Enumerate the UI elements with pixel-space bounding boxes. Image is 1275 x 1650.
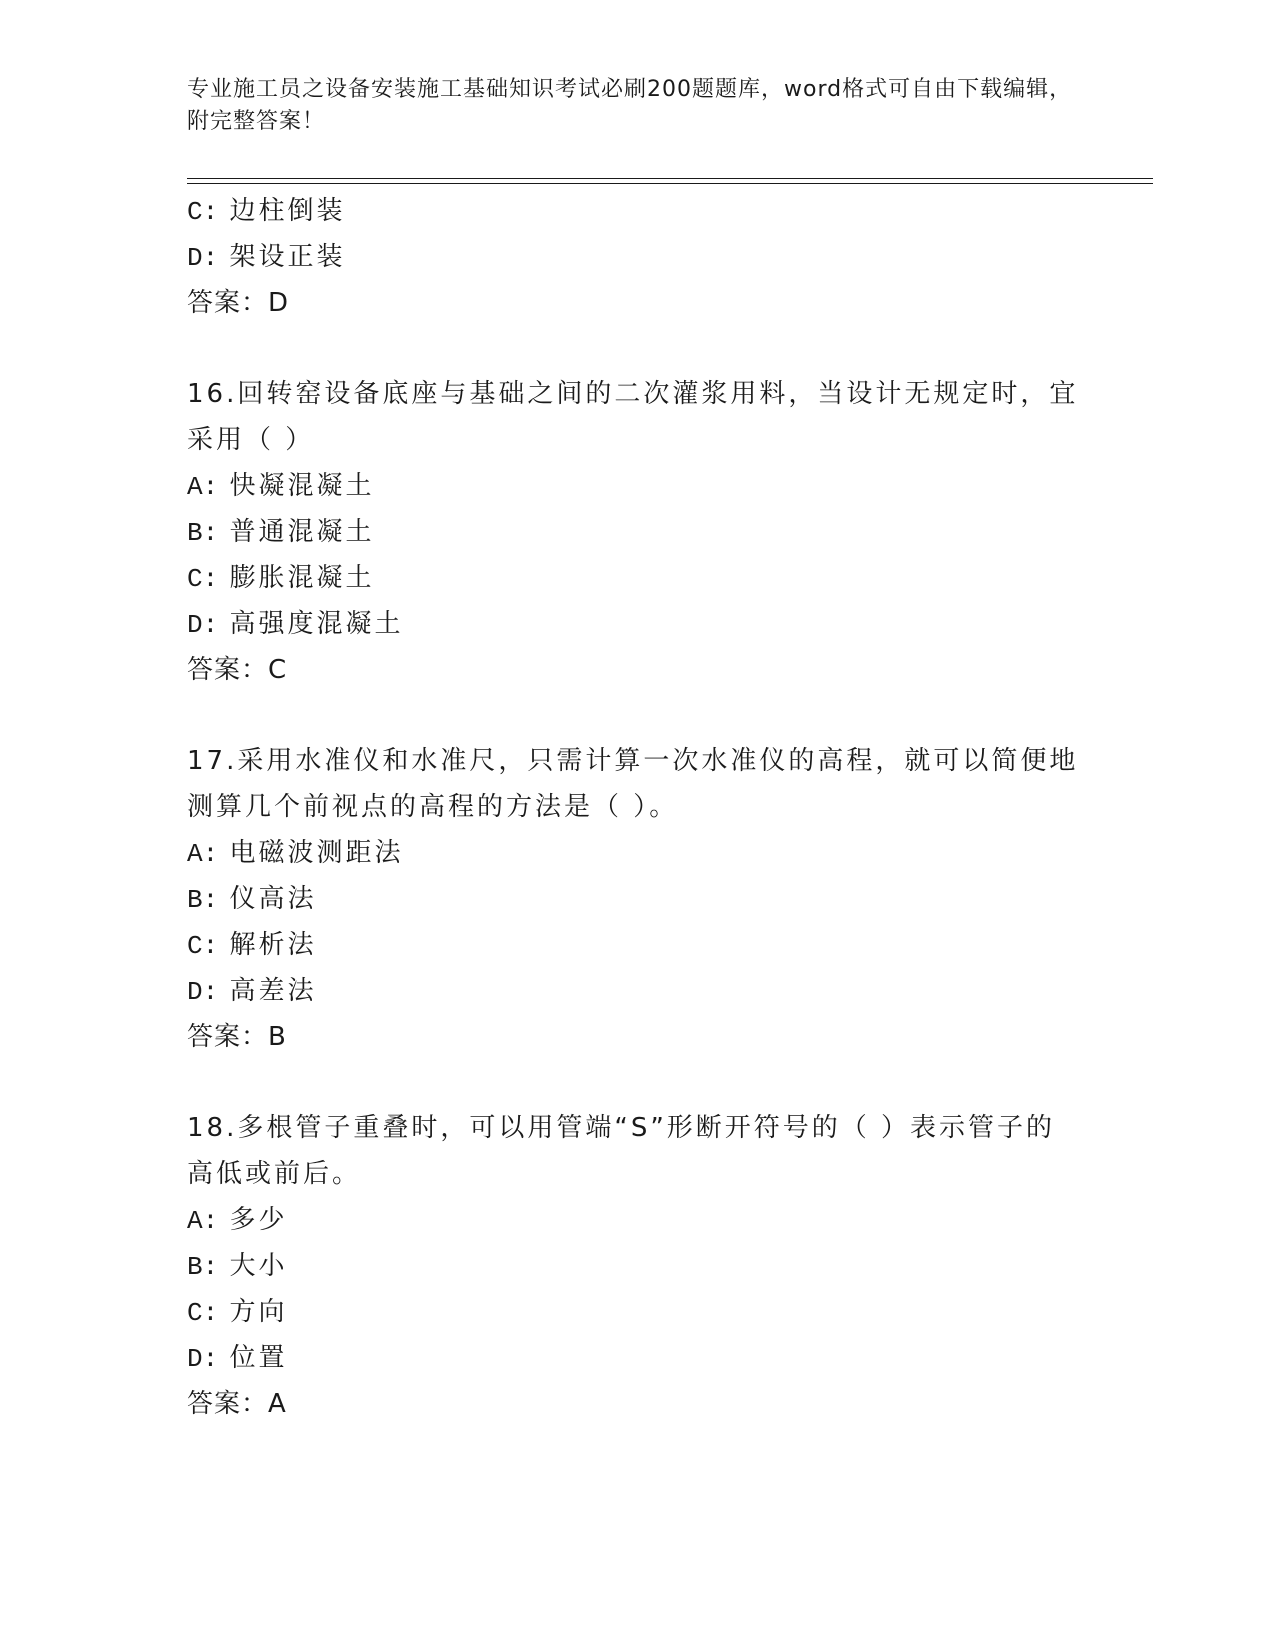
option-d [187, 601, 1087, 647]
option-text: 高差法 [229, 976, 317, 1006]
answer-line [187, 1381, 1087, 1427]
option-text: 方向 [229, 1297, 288, 1327]
answer-label: 答案： [187, 1022, 269, 1052]
option-c [187, 555, 1087, 601]
header-rule-top [187, 178, 1153, 179]
option-letter: B: [187, 518, 219, 548]
question-stem-line-1: 16.回转窑设备底座与基础之间的二次灌浆用料，当设计无规定时，宜 [187, 379, 1079, 409]
option-c [187, 1289, 1087, 1335]
question-16 [187, 371, 1087, 693]
option-text: 位置 [229, 1343, 288, 1373]
option-letter: D: [187, 243, 219, 273]
option-b [187, 1243, 1087, 1289]
option-text: 高强度混凝土 [229, 609, 404, 639]
question-stem-line-2: 高低或前后。 [187, 1159, 362, 1189]
header-rule-bottom [187, 183, 1153, 184]
option-a [187, 1197, 1087, 1243]
option-text: 架设正装 [229, 242, 346, 272]
answer-value: A [268, 1389, 287, 1419]
option-letter: B: [187, 1252, 219, 1282]
question-stem-line-1: 17.采用水准仪和水准尺，只需计算一次水准仪的高程，就可以简便地 [187, 746, 1079, 776]
option-text: 膨胀混凝土 [229, 563, 375, 593]
answer-value: C [268, 655, 288, 685]
option-letter: D: [187, 610, 219, 640]
option-letter: D: [187, 1344, 219, 1374]
option-letter: A: [187, 839, 219, 869]
question-stem-line-1: 18.多根管子重叠时，可以用管端“S”形断开符号的（ ）表示管子的 [187, 1113, 1056, 1143]
option-text: 大小 [229, 1251, 288, 1281]
question-stem-line-2: 采用（ ） [187, 425, 315, 455]
option-letter: B: [187, 885, 219, 915]
answer-label: 答案： [187, 655, 269, 685]
option-a [187, 830, 1087, 876]
option-c [187, 922, 1087, 968]
option-text: 仪高法 [229, 884, 317, 914]
answer-label: 答案： [187, 1389, 269, 1419]
option-b [187, 509, 1087, 555]
option-letter: C: [187, 197, 219, 227]
option-text: 普通混凝土 [229, 517, 375, 547]
option-letter: C: [187, 564, 219, 594]
answer-line [187, 647, 1087, 693]
question-content [187, 188, 1087, 1427]
option-letter: A: [187, 472, 219, 502]
question-stem-line-2: 测算几个前视点的高程的方法是（ ）。 [187, 792, 679, 822]
answer-line [187, 1014, 1087, 1060]
option-letter: A: [187, 1206, 219, 1236]
option-d [187, 968, 1087, 1014]
option-text: 解析法 [229, 930, 317, 960]
option-d [187, 1335, 1087, 1381]
option-c [187, 188, 1087, 234]
document-header: 专业施工员之设备安装施工基础知识考试必刷200题题库，word格式可自由下载编辑，附完整答案！ [187, 77, 1073, 134]
option-d [187, 234, 1087, 280]
option-b [187, 876, 1087, 922]
answer-line [187, 280, 1087, 326]
option-letter: C: [187, 931, 219, 961]
option-text: 边柱倒装 [229, 196, 346, 226]
question-17 [187, 738, 1087, 1060]
option-a [187, 463, 1087, 509]
answer-label: 答案： [187, 288, 269, 318]
carryover-question [187, 188, 1087, 326]
option-text: 多少 [229, 1205, 288, 1235]
answer-value: B [268, 1022, 287, 1052]
option-text: 快凝混凝土 [229, 471, 375, 501]
option-text: 电磁波测距法 [229, 838, 404, 868]
option-letter: D: [187, 977, 219, 1007]
answer-value: D [268, 288, 290, 318]
question-18 [187, 1105, 1087, 1427]
option-letter: C: [187, 1298, 219, 1328]
